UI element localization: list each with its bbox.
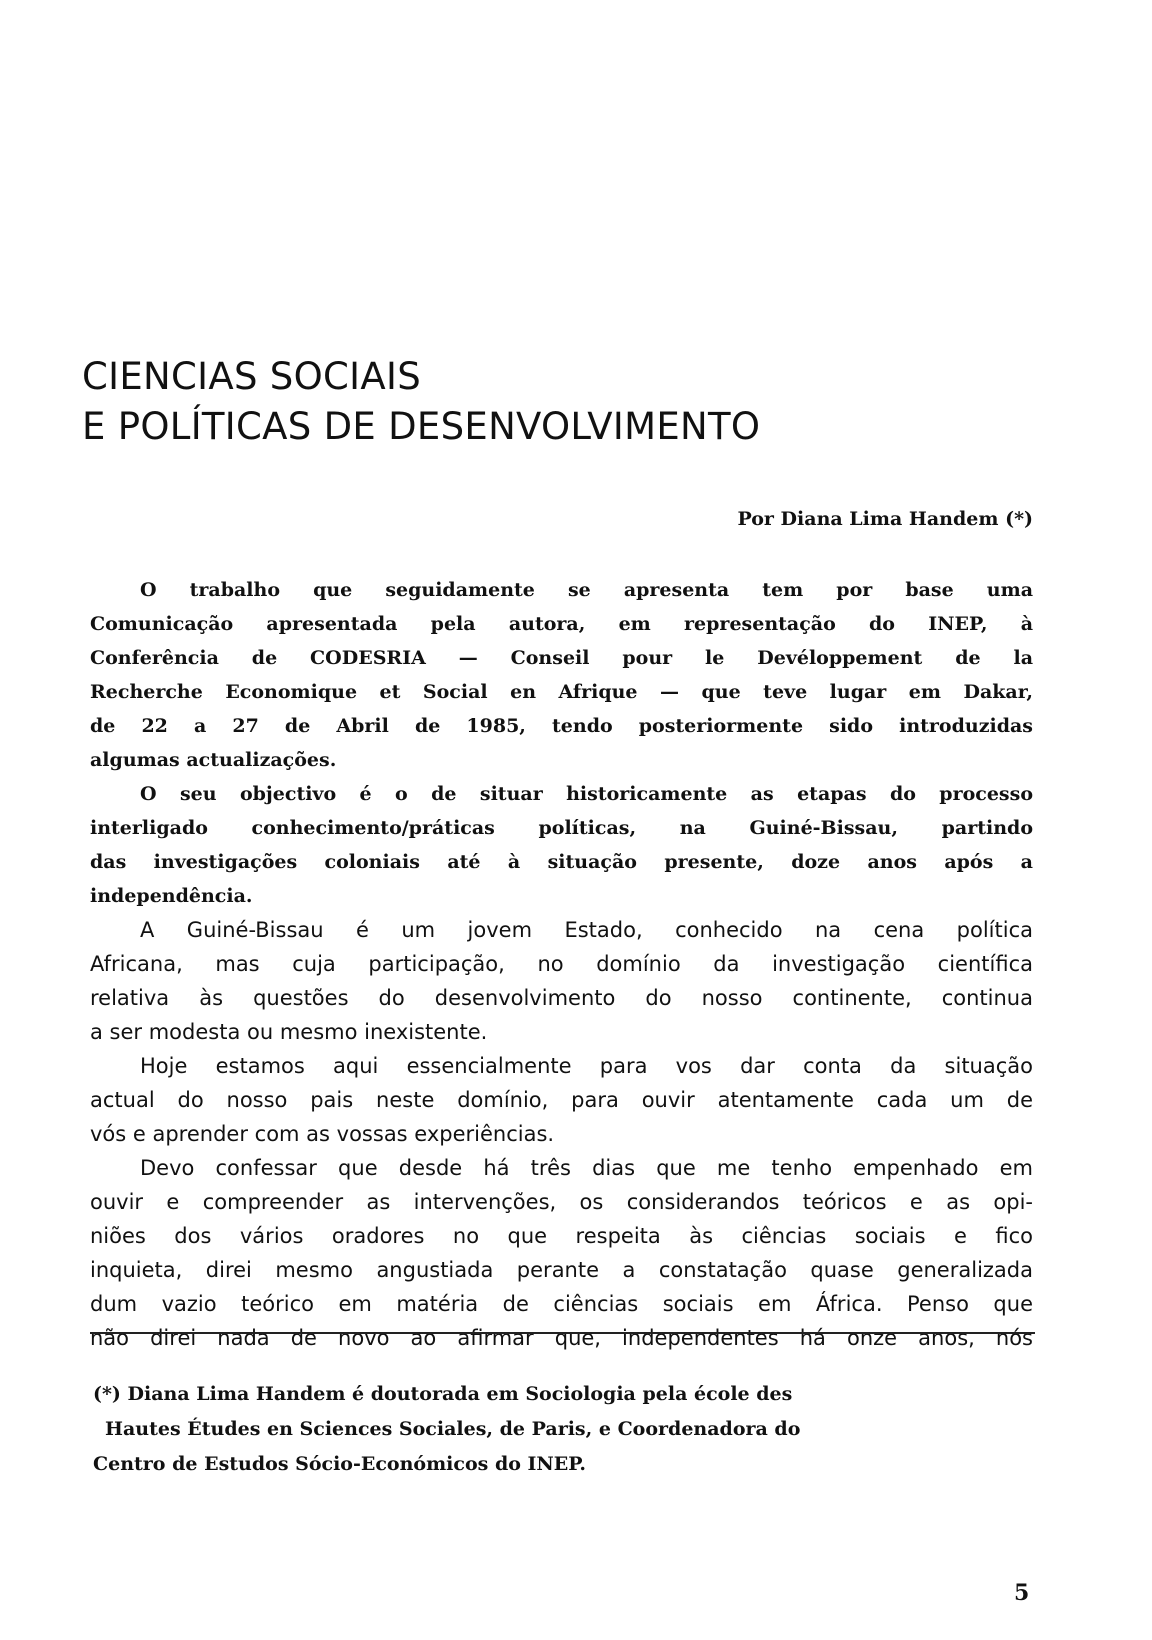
text-line: vós e aprender com as vossas experiências. bbox=[90, 1122, 555, 1146]
text-line: niões dos vários oradores no que respeita às ciências sociais e fico bbox=[90, 1224, 1033, 1248]
text-line: actual do nosso pais neste domínio, para ouvir atentamente cada um de bbox=[90, 1088, 1033, 1112]
text-line: algumas actualizações. bbox=[90, 749, 337, 771]
footnote-line: (*) Diana Lima Handem é doutorada em Sociologia pela école des bbox=[93, 1383, 793, 1405]
text-line: inquieta, direi mesmo angustiada perante a constatação quase generalizada bbox=[90, 1258, 1033, 1282]
text-line: Hoje estamos aqui essencialmente para vos dar conta da situação bbox=[140, 1054, 1033, 1078]
paragraph-1 bbox=[90, 573, 1033, 777]
text-line: das investigações coloniais até à situação presente, doze anos após a bbox=[90, 851, 1033, 873]
paragraph-5 bbox=[90, 1151, 1033, 1355]
text-line: O trabalho que seguidamente se apresenta tem por base uma bbox=[140, 579, 1033, 601]
text-line: a ser modesta ou mesmo inexistente. bbox=[90, 1020, 488, 1044]
text-line: não direi nada de novo ao afirmar que, independentes há onze anos, nós bbox=[90, 1326, 1033, 1350]
text-line: dum vazio teórico em matéria de ciências sociais em África. Penso que bbox=[90, 1292, 1033, 1316]
title-line-2: E POLÍTICAS DE DESENVOLVIMENTO bbox=[82, 405, 761, 448]
text-line: independência. bbox=[90, 885, 253, 907]
text-line: relativa às questões do desenvolvimento do nosso continente, continua bbox=[90, 986, 1033, 1010]
text-line: Comunicação apresentada pela autora, em representação do INEP, à bbox=[90, 613, 1033, 635]
text-line: Africana, mas cuja participação, no domínio da investigação científica bbox=[90, 952, 1033, 976]
text-line: de 22 a 27 de Abril de 1985, tendo posteriormente sido introduzidas bbox=[90, 715, 1033, 737]
text-line: O seu objectivo é o de situar historicamente as etapas do processo bbox=[140, 783, 1033, 805]
footnote-divider bbox=[90, 1332, 1035, 1334]
text-line: Devo confessar que desde há três dias que me tenho empenhado em bbox=[140, 1156, 1033, 1180]
footnote-line: Hautes Études en Sciences Sociales, de Paris, e Coordenadora do bbox=[105, 1418, 801, 1440]
paragraph-3 bbox=[90, 913, 1033, 1049]
text-line: Recherche Economique et Social en Afrique — que teve lugar em Dakar, bbox=[90, 681, 1033, 703]
author-byline: Por Diana Lima Handem (*) bbox=[737, 508, 1033, 530]
paragraph-2 bbox=[90, 777, 1033, 913]
footnote-line: Centro de Estudos Sócio-Económicos do INEP. bbox=[93, 1453, 587, 1475]
title-line-1: CIENCIAS SOCIAIS bbox=[82, 355, 421, 398]
text-line: A Guiné-Bissau é um jovem Estado, conhecido na cena política bbox=[140, 918, 1033, 942]
text-line: interligado conhecimento/práticas políticas, na Guiné-Bissau, partindo bbox=[90, 817, 1033, 839]
article-body bbox=[90, 573, 1033, 1355]
text-line: Conferência de CODESRIA — Conseil pour le Devéloppement de la bbox=[90, 647, 1033, 669]
text-line: ouvir e compreender as intervenções, os considerandos teóricos e as opi- bbox=[90, 1190, 1033, 1214]
article-title bbox=[82, 352, 982, 452]
page-number: 5 bbox=[1014, 1580, 1030, 1606]
paragraph-4 bbox=[90, 1049, 1033, 1151]
footnote bbox=[93, 1377, 993, 1482]
